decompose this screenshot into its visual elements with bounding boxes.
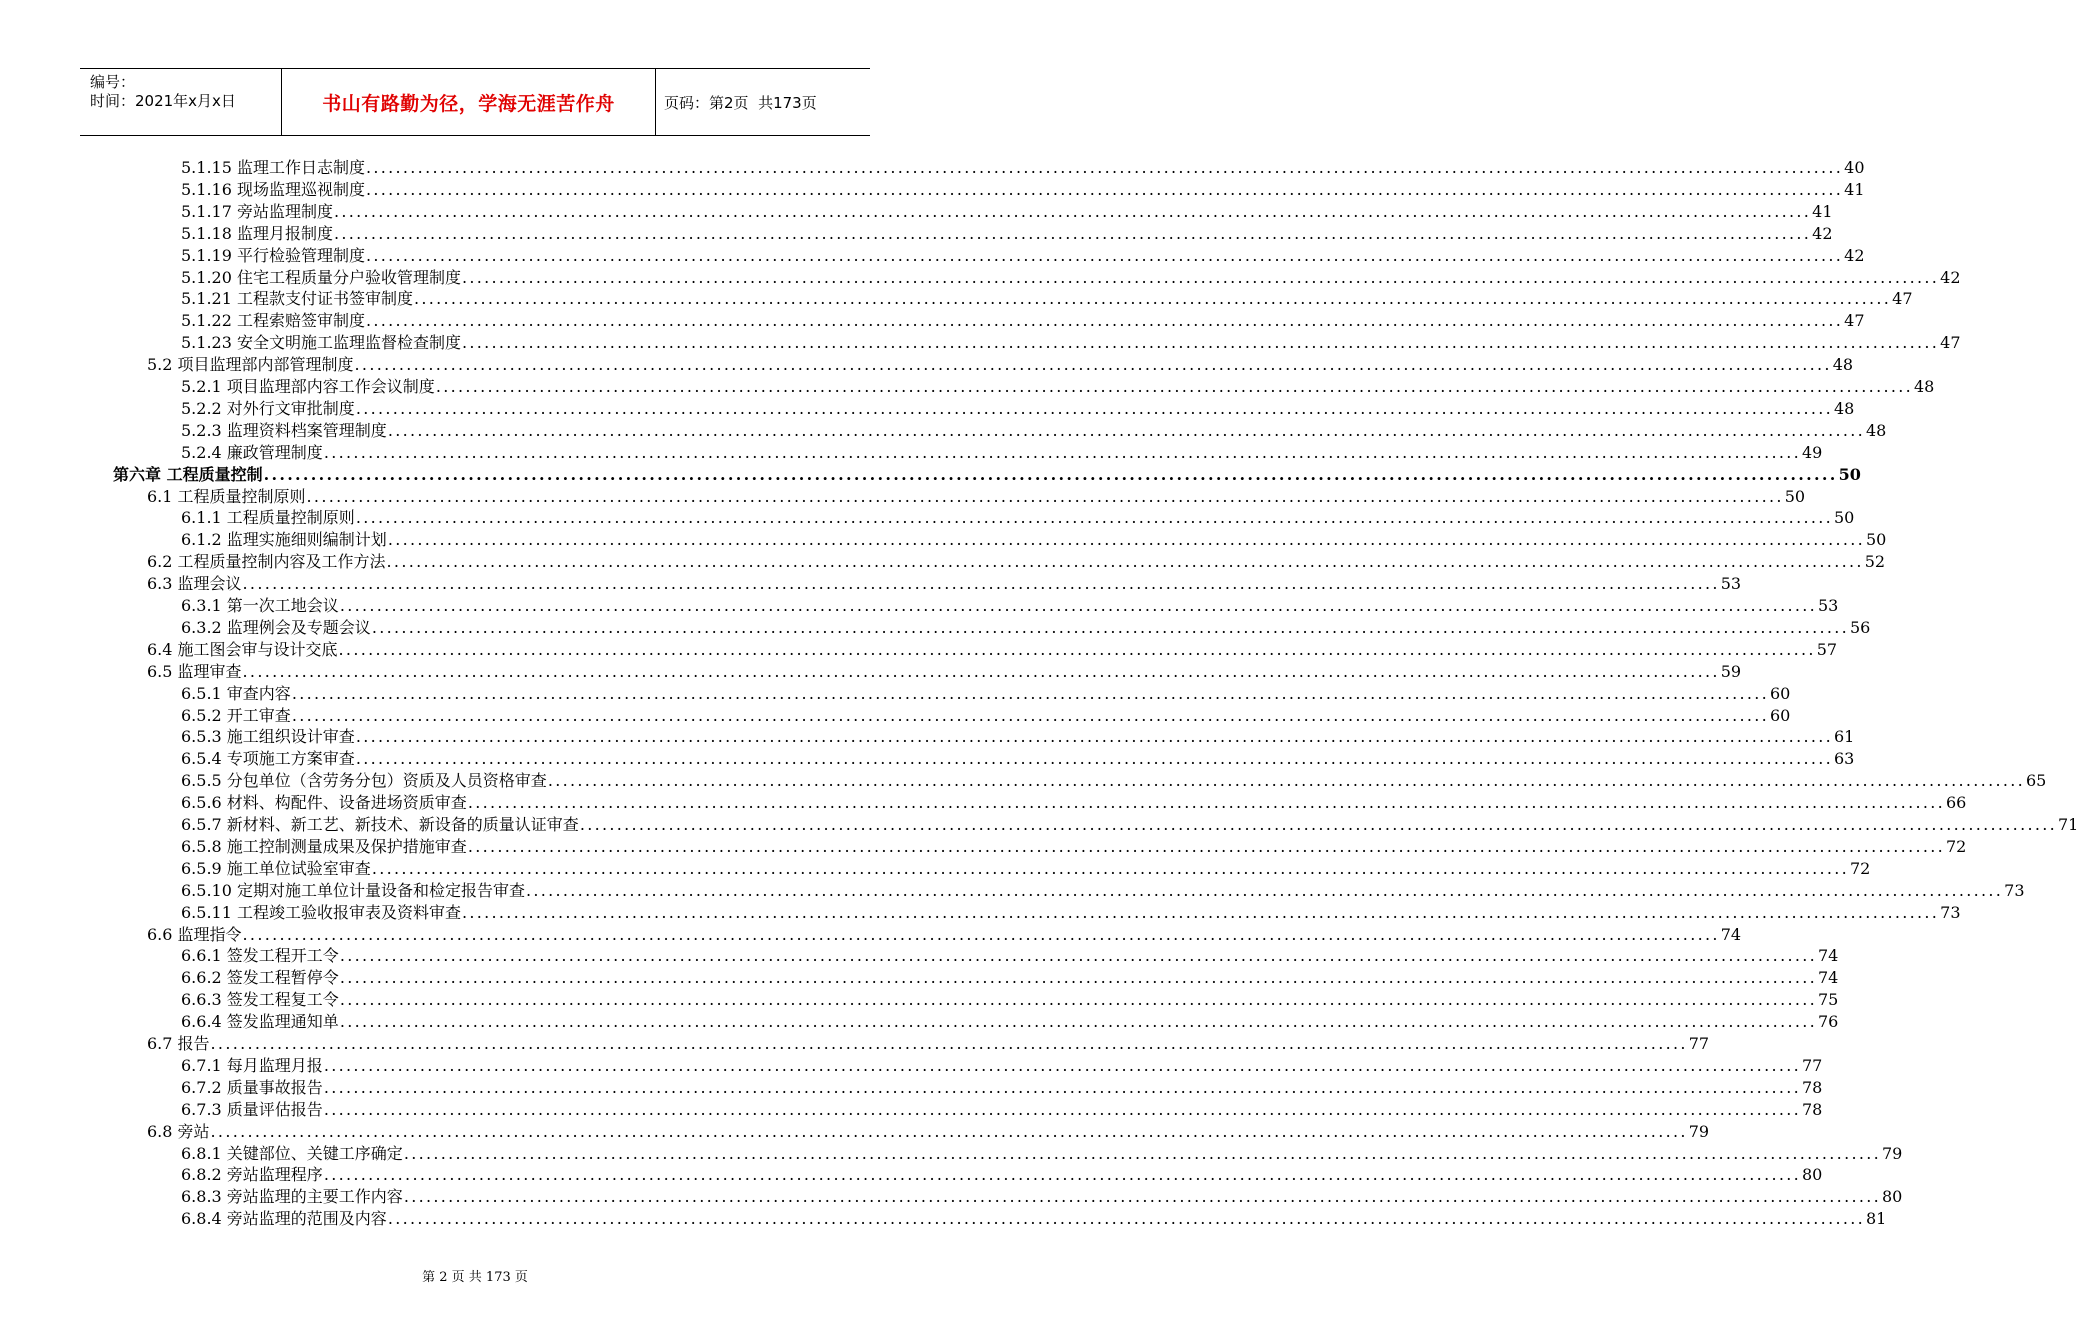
toc-entry-title: 5.2.2 对外行文审批制度 — [181, 398, 355, 418]
toc-entry-page: 71 — [2058, 815, 2078, 834]
toc-entry-title: 6.5.11 工程竣工验收报审表及资料审查 — [181, 902, 461, 922]
toc-dot-leader: ........................................................................................................................................................................................................ — [387, 530, 1865, 550]
toc-entry[interactable] — [181, 529, 1887, 551]
toc-dot-leader: ........................................................................................................................................................................................................ — [338, 639, 1816, 659]
toc-entry-page: 72 — [1946, 836, 1967, 856]
toc-entry-title: 6.7 报告 — [147, 1034, 210, 1053]
toc-entry-page: 50 — [1866, 530, 1887, 550]
toc-entry-page: 65 — [2026, 771, 2047, 791]
toc-dot-leader: ........................................................................................................................................................................................................ — [365, 179, 1844, 199]
toc-entry[interactable] — [181, 376, 1935, 398]
toc-entry[interactable] — [181, 683, 1791, 705]
toc-dot-leader: ........................................................................................................................................................................................................ — [386, 552, 1864, 572]
toc-entry[interactable] — [181, 245, 1865, 267]
toc-entry-page: 77 — [1688, 1034, 1710, 1053]
toc-dot-leader: ........................................................................................................................................................................................................ — [354, 355, 1832, 375]
toc-entry-title: 第六章 工程质量控制 — [113, 464, 263, 484]
toc-entry[interactable] — [181, 1011, 1839, 1033]
toc-dot-leader: ........................................................................................................................................................................................................ — [263, 464, 1838, 484]
toc-dot-leader: ........................................................................................................................................................................................................ — [403, 1187, 1881, 1207]
toc-entry-page: 74 — [1818, 968, 1839, 988]
toc-entry-title: 6.8.4 旁站监理的范围及内容 — [181, 1209, 387, 1229]
toc-entry-title: 6.1.2 监理实施细则编制计划 — [181, 530, 387, 550]
toc-entry[interactable] — [181, 880, 2025, 902]
toc-entry-page: 74 — [1720, 924, 1742, 944]
header-meta — [80, 69, 282, 135]
toc-entry[interactable] — [181, 595, 1839, 617]
toc-entry[interactable] — [181, 836, 1967, 858]
toc-entry-page: 79 — [1882, 1143, 1903, 1163]
toc-dot-leader: ........................................................................................................................................................................................................ — [365, 158, 1844, 177]
toc-entry-title: 6.2 工程质量控制内容及工作方法 — [147, 552, 386, 572]
toc-dot-leader: ........................................................................................................................................................................................................ — [339, 1012, 1817, 1032]
toc-dot-leader: ........................................................................................................................................................................................................ — [339, 946, 1817, 966]
toc-entry[interactable] — [181, 967, 1839, 989]
toc-entry-page: 79 — [1688, 1121, 1710, 1141]
toc-entry-title: 6.8.3 旁站监理的主要工作内容 — [181, 1187, 403, 1207]
toc-dot-leader: ........................................................................................................................................................................................................ — [461, 267, 1940, 287]
toc-entry-title: 6.3.1 第一次工地会议 — [181, 596, 339, 615]
toc-entry-page: 41 — [1844, 179, 1865, 199]
toc-dot-leader: ........................................................................................................................................................................................................ — [323, 1055, 1801, 1075]
toc-entry-title: 6.5.7 新材料、新工艺、新技术、新设备的质量认证审查 — [181, 815, 579, 834]
toc-dot-leader: ........................................................................................................................................................................................................ — [210, 1034, 1688, 1053]
toc-dot-leader: ........................................................................................................................................................................................................ — [333, 223, 1812, 243]
toc-entry-title: 6.5.8 施工控制测量成果及保护措施审查 — [181, 836, 467, 856]
toc-dot-leader: ........................................................................................................................................................................................................ — [413, 289, 1892, 309]
toc-entry-page: 73 — [1940, 902, 1961, 922]
toc-entry-title: 6.6.4 签发监理通知单 — [181, 1012, 339, 1032]
page-header — [80, 68, 870, 136]
toc-entry-page: 53 — [1720, 574, 1742, 594]
toc-entry-title: 6.5.9 施工单位试验室审查 — [181, 858, 371, 878]
toc-entry-page: 76 — [1818, 1012, 1839, 1032]
toc-entry[interactable] — [181, 792, 1967, 814]
toc-entry-page: 73 — [2004, 880, 2025, 900]
toc-entry[interactable] — [181, 1077, 1823, 1099]
toc-dot-leader: ........................................................................................................................................................................................................ — [371, 858, 1849, 878]
toc-entry[interactable] — [181, 442, 1823, 464]
toc-entry-page: 60 — [1770, 705, 1791, 725]
toc-dot-leader: ........................................................................................................................................................................................................ — [355, 508, 1833, 528]
toc-entry[interactable] — [181, 748, 1855, 770]
toc-entry-title: 5.1.19 平行检验管理制度 — [181, 245, 365, 265]
toc-entry-page: 40 — [1844, 158, 1865, 177]
toc-entry[interactable] — [147, 486, 1806, 508]
toc-entry-page: 47 — [1844, 311, 1865, 331]
toc-entry-title: 6.5.5 分包单位（含劳务分包）资质及人员资格审查 — [181, 771, 547, 791]
toc-entry-page: 52 — [1864, 552, 1886, 572]
toc-entry[interactable] — [147, 661, 1742, 683]
toc-entry-page: 57 — [1816, 639, 1838, 659]
toc-entry[interactable] — [181, 1143, 1903, 1165]
toc-entry-page: 42 — [1940, 267, 1961, 287]
toc-dot-leader: ........................................................................................................................................................................................................ — [525, 880, 2004, 900]
toc-entry-page: 48 — [1866, 420, 1887, 440]
toc-entry-page: 81 — [1866, 1209, 1887, 1229]
toc-entry-title: 5.2.1 项目监理部内容工作会议制度 — [181, 377, 435, 396]
toc-entry-page: 50 — [1784, 486, 1806, 506]
toc-entry[interactable] — [147, 551, 1886, 573]
toc-entry[interactable] — [181, 1055, 1823, 1077]
toc-entry-title: 6.5.10 定期对施工单位计量设备和检定报告审查 — [181, 880, 525, 900]
toc-entry[interactable] — [181, 902, 1961, 924]
toc-entry-page: 61 — [1834, 727, 1855, 747]
toc-entry-page: 59 — [1720, 661, 1742, 681]
toc-dot-leader: ........................................................................................................................................................................................................ — [339, 968, 1817, 988]
toc-dot-leader: ........................................................................................................................................................................................................ — [333, 201, 1812, 221]
toc-entry-title: 5.1.17 旁站监理制度 — [181, 201, 333, 221]
toc-entry-page: 78 — [1802, 1099, 1823, 1119]
toc-entry-title: 6.5.6 材料、构配件、设备进场资质审查 — [181, 793, 467, 813]
toc-entry-title: 6.3 监理会议 — [147, 574, 242, 594]
toc-entry-title: 5.1.16 现场监理巡视制度 — [181, 179, 365, 199]
toc-dot-leader: ........................................................................................................................................................................................................ — [323, 442, 1801, 462]
toc-dot-leader: ........................................................................................................................................................................................................ — [291, 683, 1769, 703]
toc-entry-title: 5.2.4 廉政管理制度 — [181, 442, 323, 462]
toc-entry-title: 6.3.2 监理例会及专题会议 — [181, 617, 371, 637]
toc-entry[interactable] — [181, 705, 1791, 727]
header-page-info-text: 页码：第2页 共173页 — [664, 93, 817, 112]
toc-entry[interactable] — [147, 924, 1742, 946]
toc-dot-leader: ........................................................................................................................................................................................................ — [306, 486, 1784, 506]
toc-dot-leader: ........................................................................................................................................................................................................ — [579, 815, 2057, 834]
toc-entry-title: 6.6.3 签发工程复工令 — [181, 990, 339, 1010]
toc-entry-title: 6.1.1 工程质量控制原则 — [181, 508, 355, 528]
toc-dot-leader: ........................................................................................................................................................................................................ — [365, 245, 1844, 265]
toc-entry-page: 42 — [1812, 223, 1833, 243]
toc-entry[interactable] — [181, 770, 2047, 792]
toc-entry-title: 5.2 项目监理部内部管理制度 — [147, 355, 354, 375]
toc-entry-page: 48 — [1834, 398, 1855, 418]
toc-dot-leader: ........................................................................................................................................................................................................ — [355, 727, 1833, 747]
toc-entry[interactable] — [181, 726, 1855, 748]
toc-entry-title: 6.4 施工图会审与设计交底 — [147, 639, 338, 659]
header-page-info — [656, 69, 870, 135]
toc-entry-title: 6.7.2 质量事故报告 — [181, 1077, 323, 1097]
toc-entry-page: 78 — [1802, 1077, 1823, 1097]
toc-entry-page: 49 — [1802, 442, 1823, 462]
toc-entry-page: 53 — [1818, 596, 1839, 615]
toc-entry[interactable] — [181, 1208, 1887, 1230]
toc-entry-title: 5.1.23 安全文明施工监理监督检查制度 — [181, 333, 461, 353]
toc-entry[interactable] — [181, 1164, 1823, 1186]
toc-entry-title: 6.5 监理审查 — [147, 661, 242, 681]
toc-entry[interactable] — [181, 288, 1913, 310]
toc-entry[interactable] — [181, 201, 1833, 223]
toc-entry-title: 5.1.18 监理月报制度 — [181, 223, 333, 243]
page-footer: 第 2 页 共 173 页 — [422, 1270, 528, 1285]
toc-dot-leader: ........................................................................................................................................................................................................ — [323, 1165, 1801, 1185]
toc-entry-page: 47 — [1940, 333, 1961, 353]
toc-entry[interactable] — [181, 814, 2078, 836]
toc-entry[interactable] — [181, 507, 1855, 529]
toc-chapter-entry[interactable] — [113, 464, 1861, 486]
toc-dot-leader: ........................................................................................................................................................................................................ — [355, 398, 1833, 418]
toc-entry-page: 77 — [1802, 1055, 1823, 1075]
toc-dot-leader: ........................................................................................................................................................................................................ — [467, 836, 1945, 856]
toc-dot-leader: ........................................................................................................................................................................................................ — [387, 1209, 1865, 1229]
toc-entry[interactable] — [181, 267, 1961, 289]
toc-dot-leader: ........................................................................................................................................................................................................ — [387, 420, 1865, 440]
toc-entry[interactable] — [181, 179, 1865, 201]
toc-entry-title: 6.1 工程质量控制原则 — [147, 486, 306, 506]
toc-entry[interactable] — [181, 398, 1855, 420]
header-motto: 书山有路勤为径，学海无涯苦作舟 — [282, 69, 656, 135]
toc-dot-leader: ........................................................................................................................................................................................................ — [371, 617, 1849, 637]
toc-entry[interactable] — [147, 639, 1838, 661]
toc-entry[interactable] — [147, 573, 1742, 595]
toc-entry[interactable] — [147, 1033, 1710, 1055]
toc-dot-leader: ........................................................................................................................................................................................................ — [339, 990, 1817, 1010]
toc-entry-page: 42 — [1844, 245, 1865, 265]
toc-dot-leader: ........................................................................................................................................................................................................ — [435, 377, 1913, 396]
toc-entry[interactable] — [147, 1121, 1710, 1143]
toc-dot-leader: ........................................................................................................................................................................................................ — [339, 596, 1817, 615]
toc-entry[interactable] — [181, 332, 1961, 354]
toc-entry-page: 50 — [1834, 508, 1855, 528]
toc-dot-leader: ........................................................................................................................................................................................................ — [242, 924, 1720, 944]
toc-entry[interactable] — [181, 1099, 1823, 1121]
toc-entry[interactable] — [181, 223, 1833, 245]
toc-entry[interactable] — [181, 1186, 1903, 1208]
toc-entry-page: 41 — [1812, 201, 1833, 221]
toc-entry-title: 6.6 监理指令 — [147, 924, 242, 944]
toc-dot-leader: ........................................................................................................................................................................................................ — [467, 793, 1945, 813]
toc-entry-title: 6.7.1 每月监理月报 — [181, 1055, 323, 1075]
toc-entry[interactable] — [181, 858, 1871, 880]
toc-entry-page: 60 — [1770, 683, 1791, 703]
toc-entry[interactable] — [147, 354, 1854, 376]
toc-entry[interactable] — [181, 617, 1871, 639]
toc-entry-page: 56 — [1850, 617, 1871, 637]
toc-entry-page: 48 — [1914, 377, 1935, 396]
toc-dot-leader: ........................................................................................................................................................................................................ — [242, 574, 1720, 594]
toc-dot-leader: ........................................................................................................................................................................................................ — [365, 311, 1844, 331]
toc-dot-leader: ........................................................................................................................................................................................................ — [461, 333, 1940, 353]
toc-dot-leader: ........................................................................................................................................................................................................ — [403, 1143, 1881, 1163]
toc-entry-title: 6.7.3 质量评估报告 — [181, 1099, 323, 1119]
toc-entry-page: 50 — [1838, 464, 1861, 484]
toc-entry-title: 5.1.20 住宅工程质量分户验收管理制度 — [181, 267, 461, 287]
toc-entry-title: 6.5.1 审查内容 — [181, 683, 291, 703]
toc-entry-title: 6.6.2 签发工程暂停令 — [181, 968, 339, 988]
toc-dot-leader: ........................................................................................................................................................................................................ — [323, 1099, 1801, 1119]
toc-entry-title: 5.2.3 监理资料档案管理制度 — [181, 420, 387, 440]
toc-dot-leader: ........................................................................................................................................................................................................ — [547, 771, 2025, 791]
toc-dot-leader: ........................................................................................................................................................................................................ — [355, 749, 1833, 769]
document-date: 时间：2021年x月x日 — [90, 92, 236, 110]
toc-dot-leader: ........................................................................................................................................................................................................ — [242, 661, 1720, 681]
toc-entry-title: 5.1.15 监理工作日志制度 — [181, 158, 365, 177]
toc-entry-page: 80 — [1882, 1187, 1903, 1207]
toc-entry-page: 74 — [1818, 946, 1839, 966]
toc-entry-page: 75 — [1818, 990, 1839, 1010]
toc-entry-title: 6.5.4 专项施工方案审查 — [181, 749, 355, 769]
toc-entry-page: 66 — [1946, 793, 1967, 813]
toc-entry[interactable] — [181, 310, 1865, 332]
toc-dot-leader: ........................................................................................................................................................................................................ — [323, 1077, 1801, 1097]
toc-dot-leader: ........................................................................................................................................................................................................ — [291, 705, 1769, 725]
toc-entry-title: 6.6.1 签发工程开工令 — [181, 946, 339, 966]
toc-entry-title: 6.5.3 施工组织设计审查 — [181, 727, 355, 747]
toc-dot-leader: ........................................................................................................................................................................................................ — [461, 902, 1940, 922]
toc-entry[interactable] — [181, 420, 1887, 442]
toc-entry-page: 48 — [1832, 355, 1854, 375]
document-number-label: 编号： — [90, 73, 136, 91]
toc-entry[interactable] — [181, 157, 1865, 179]
toc-entry-title: 6.8.1 关键部位、关键工序确定 — [181, 1143, 403, 1163]
toc-entry-title: 6.8.2 旁站监理程序 — [181, 1165, 323, 1185]
toc-entry-title: 6.8 旁站 — [147, 1121, 210, 1141]
toc-entry[interactable] — [181, 989, 1839, 1011]
toc-entry[interactable] — [181, 945, 1839, 967]
toc-entry-title: 6.5.2 开工审查 — [181, 705, 291, 725]
toc-entry-page: 72 — [1850, 858, 1871, 878]
toc-entry-page: 80 — [1802, 1165, 1823, 1185]
toc-entry-title: 5.1.21 工程款支付证书签审制度 — [181, 289, 413, 309]
toc-dot-leader: ........................................................................................................................................................................................................ — [210, 1121, 1688, 1141]
toc-entry-title: 5.1.22 工程索赔签审制度 — [181, 311, 365, 331]
toc-entry-page: 47 — [1892, 289, 1913, 309]
toc-entry-page: 63 — [1834, 749, 1855, 769]
